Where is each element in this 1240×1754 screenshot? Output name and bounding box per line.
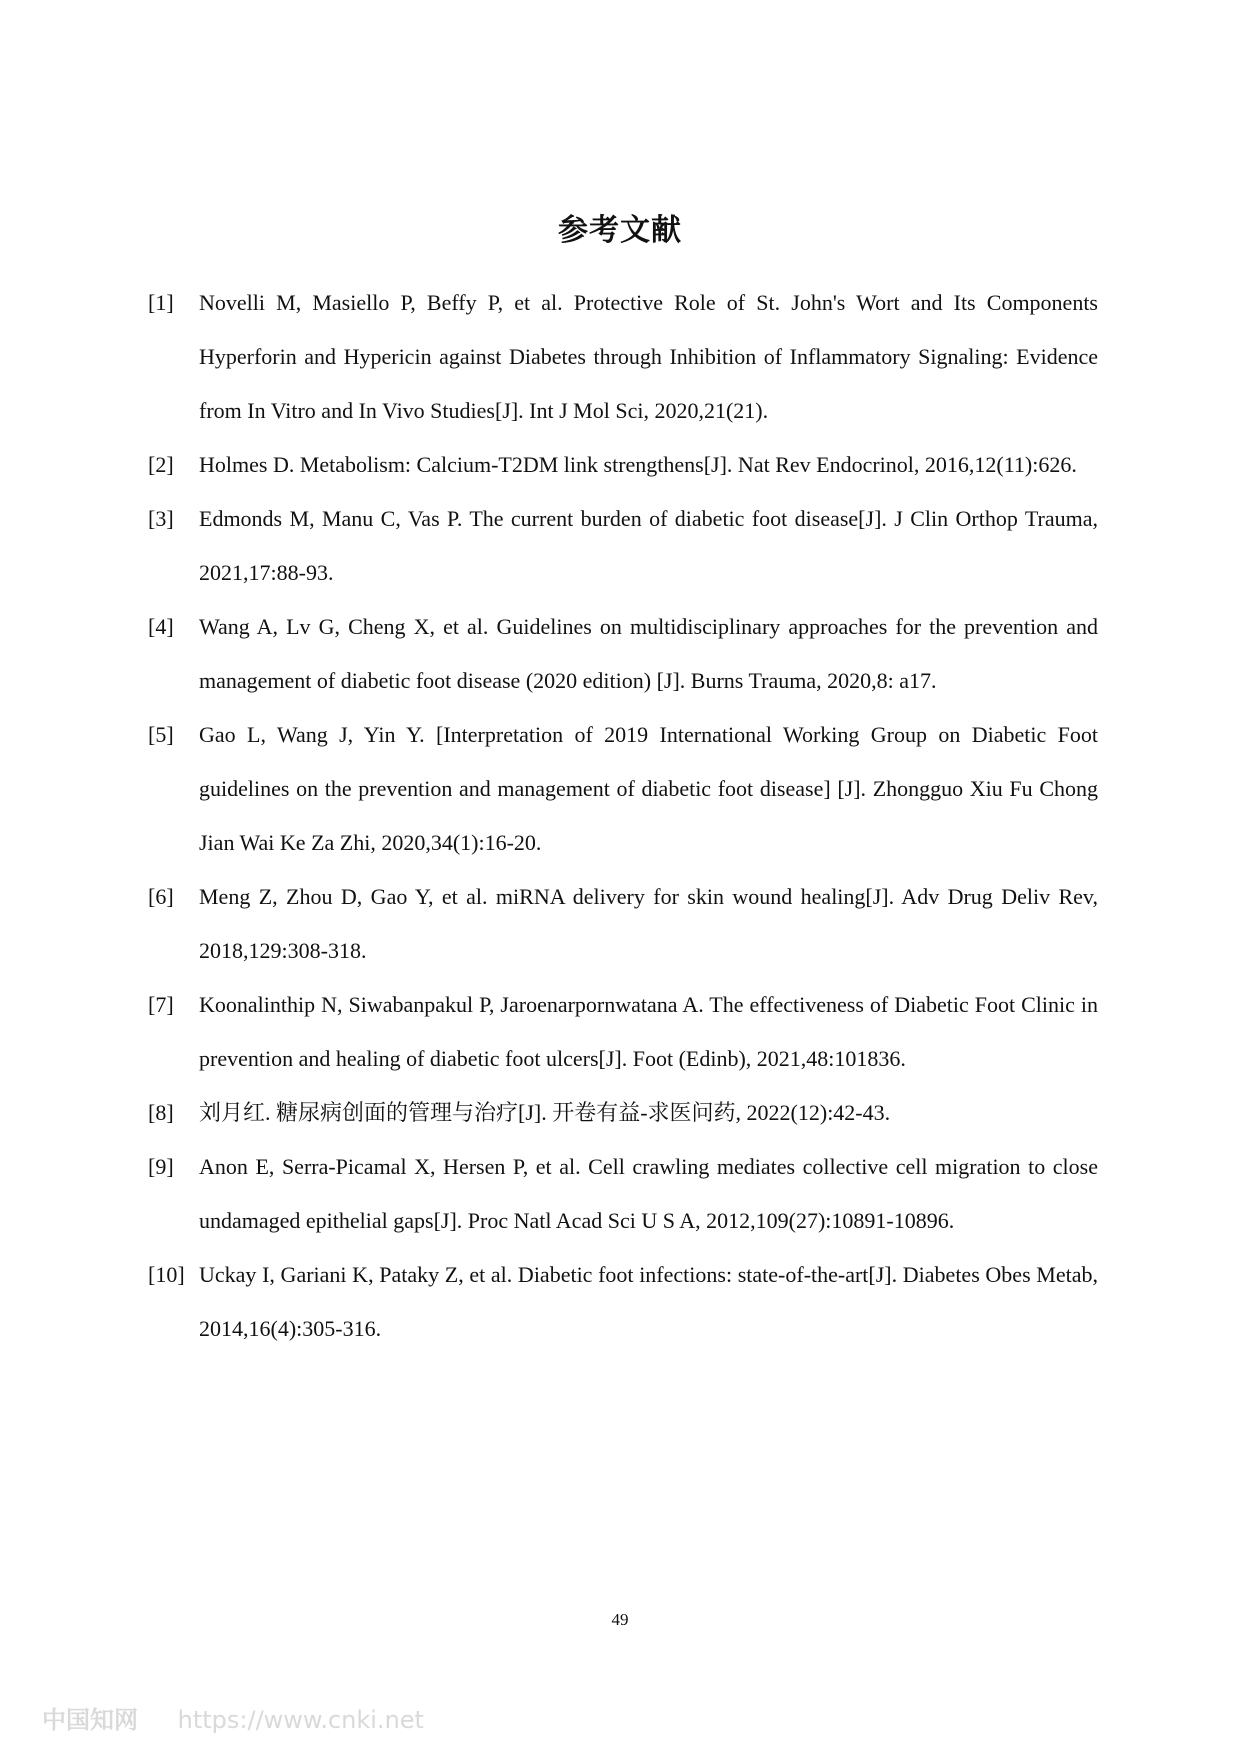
reference-text: Wang A, Lv G, Cheng X, et al. Guidelines on multidisciplinary approaches for the prevention and management of diabetic foot disease (2020 edition) [J]. Burns Trauma, 2020,8: a17. xyxy=(199,614,1098,693)
reference-item xyxy=(148,870,1098,978)
reference-number: [5] xyxy=(148,722,174,747)
reference-item xyxy=(148,276,1098,438)
reference-text: Uckay I, Gariani K, Pataky Z, et al. Diabetic foot infections: state-of-the-art[J]. Diabetes Obes Metab, 2014,16(4):305-316. xyxy=(199,1262,1098,1341)
reference-item xyxy=(148,708,1098,870)
reference-text: Edmonds M, Manu C, Vas P. The current burden of diabetic foot disease[J]. J Clin Orthop Trauma, 2021,17:88-93. xyxy=(199,506,1098,585)
reference-item xyxy=(148,492,1098,600)
page-number: 49 xyxy=(611,1610,629,1629)
reference-text: Koonalinthip N, Siwabanpakul P, Jaroenarpornwatana A. The effectiveness of Diabetic Foot Clinic in prevention and healing of diabetic foot ulcers[J]. Foot (Edinb), 2021,48:101836. xyxy=(199,992,1098,1071)
reference-number: [9] xyxy=(148,1154,174,1179)
reference-item xyxy=(148,438,1098,492)
watermark-url: https://www.cnki.net xyxy=(177,1706,424,1734)
reference-number: [6] xyxy=(148,884,174,909)
reference-item xyxy=(148,978,1098,1086)
reference-item xyxy=(148,1140,1098,1248)
reference-item xyxy=(148,600,1098,708)
cnki-watermark xyxy=(42,1700,424,1735)
reference-number: [1] xyxy=(148,290,174,315)
page-title: 参考文献 xyxy=(558,213,682,248)
reference-item xyxy=(148,1248,1098,1356)
reference-number: [2] xyxy=(148,452,174,477)
reference-text: 刘月红. 糖尿病创面的管理与治疗[J]. 开卷有益-求医问药, 2022(12):42-43. xyxy=(199,1100,891,1125)
reference-number: [10] xyxy=(148,1262,185,1287)
reference-number: [7] xyxy=(148,992,174,1017)
watermark-logo: 中国知网 xyxy=(42,1706,138,1734)
reference-text: Gao L, Wang J, Yin Y. [Interpretation of 2019 International Working Group on Diabetic Foot guidelines on the prevention and management of diabetic foot disease] [J]. Zhongguo Xiu Fu Chong Jian Wai Ke Za Zhi, 2020,34(1):16-20. xyxy=(199,722,1098,855)
reference-text: Holmes D. Metabolism: Calcium-T2DM link strengthens[J]. Nat Rev Endocrinol, 2016,12(11):626. xyxy=(199,452,1077,477)
reference-item xyxy=(148,1086,1098,1140)
reference-number: [4] xyxy=(148,614,174,639)
reference-number: [8] xyxy=(148,1100,174,1125)
reference-text: Anon E, Serra-Picamal X, Hersen P, et al. Cell crawling mediates collective cell migration to close undamaged epithelial gaps[J]. Proc Natl Acad Sci U S A, 2012,109(27):10891-10896. xyxy=(199,1154,1098,1233)
reference-list xyxy=(148,276,1098,1356)
reference-number: [3] xyxy=(148,506,174,531)
reference-text: Novelli M, Masiello P, Beffy P, et al. Protective Role of St. John's Wort and Its Components Hyperforin and Hypericin against Diabetes through Inhibition of Inflammatory Signaling: Evidence from In Vitro and In Vivo Studies[J]. Int J Mol Sci, 2020,21(21). xyxy=(199,290,1098,423)
reference-text: Meng Z, Zhou D, Gao Y, et al. miRNA delivery for skin wound healing[J]. Adv Drug Deliv Rev, 2018,129:308-318. xyxy=(199,884,1098,963)
